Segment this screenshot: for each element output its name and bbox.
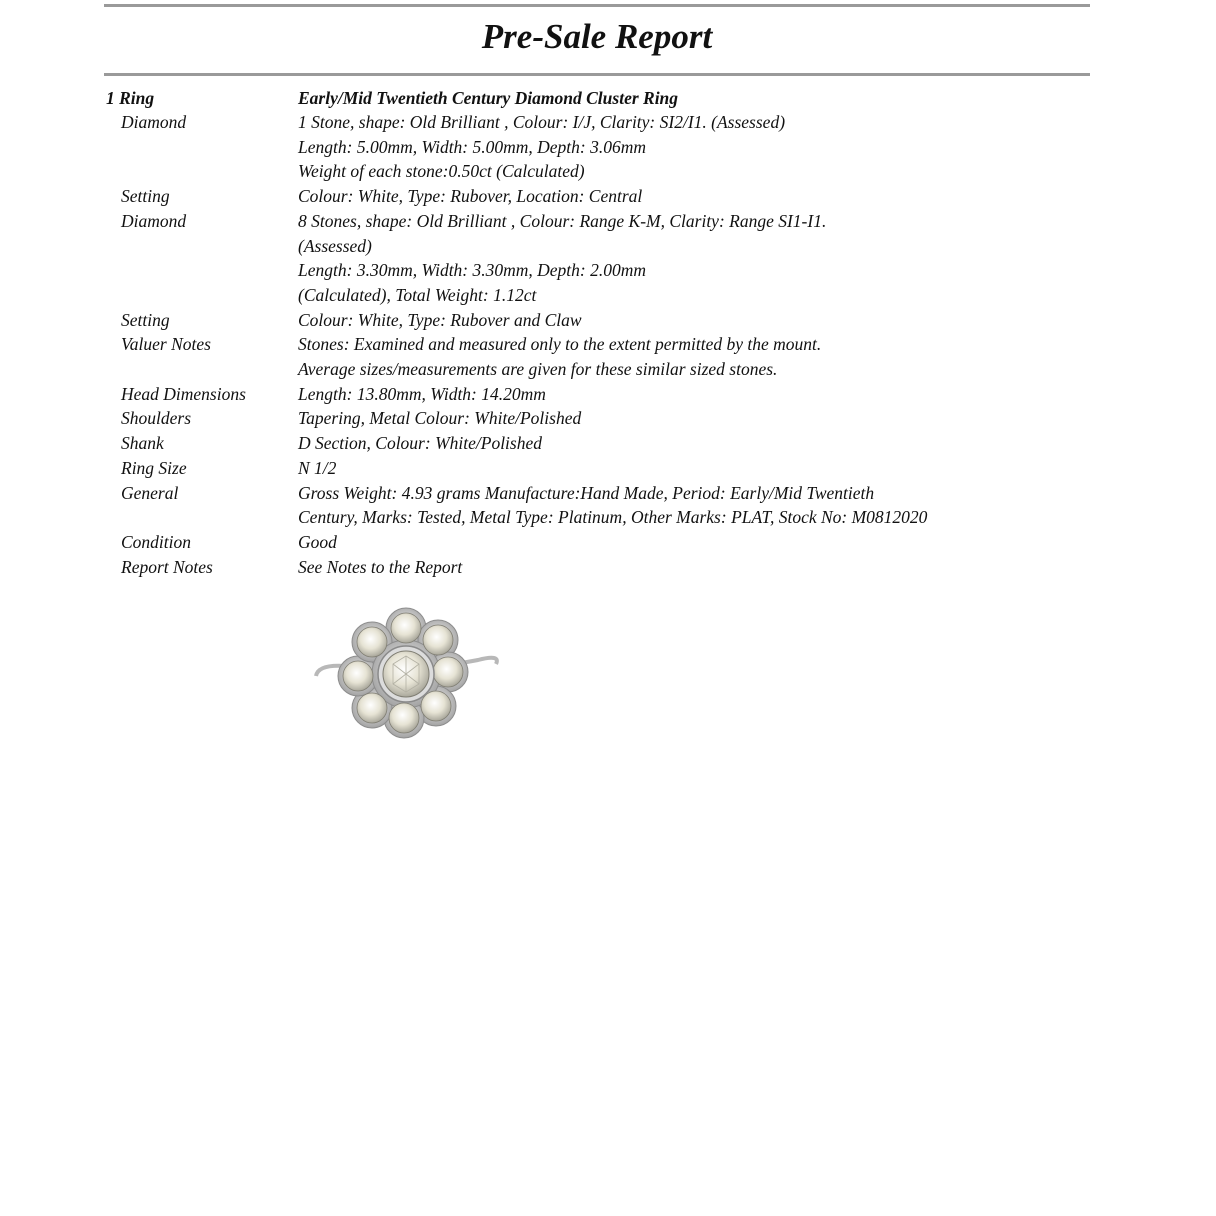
detail-value (298, 382, 1091, 407)
detail-value-line: Length: 3.30mm, Width: 3.30mm, Depth: 2.00mm (298, 260, 647, 281)
detail-value-line: See Notes to the Report (298, 556, 463, 577)
detail-row (121, 431, 1091, 456)
detail-row (121, 481, 1091, 530)
detail-value-line: D Section, Colour: White/Polished (298, 433, 542, 454)
detail-row (121, 332, 1091, 381)
detail-value (298, 308, 1091, 333)
detail-label: Setting (121, 186, 170, 207)
detail-label: Valuer Notes (121, 334, 211, 355)
detail-value-line: Colour: White, Type: Rubover, Location: Central (298, 186, 643, 207)
detail-value (298, 184, 1091, 209)
detail-value-line: (Assessed) (298, 235, 372, 256)
detail-value (298, 555, 1091, 580)
detail-row (121, 406, 1091, 431)
detail-row (121, 530, 1091, 555)
ring-photo (306, 606, 506, 742)
detail-value (298, 431, 1091, 456)
detail-label: Ring Size (121, 457, 187, 478)
detail-label: Report Notes (121, 556, 213, 577)
title-divider (104, 73, 1090, 76)
detail-row (121, 382, 1091, 407)
detail-value-line: Average sizes/measurements are given for these similar sized stones. (298, 359, 778, 380)
detail-value (298, 481, 1091, 530)
item-description: Early/Mid Twentieth Century Diamond Cluster Ring (298, 88, 679, 108)
detail-row (121, 555, 1091, 580)
detail-label: Condition (121, 531, 192, 552)
lot-label: 1 Ring (106, 88, 155, 108)
detail-label: Setting (121, 309, 170, 330)
detail-row (121, 184, 1091, 209)
detail-value (298, 332, 1091, 381)
detail-value-line: (Calculated), Total Weight: 1.12ct (298, 284, 537, 305)
detail-row (121, 308, 1091, 333)
detail-value-line: 8 Stones, shape: Old Brilliant , Colour: Range K-M, Clarity: Range SI1-I1. (298, 210, 827, 231)
detail-value-line: 1 Stone, shape: Old Brilliant , Colour: I/J, Clarity: SI2/I1. (Assessed) (298, 112, 786, 132)
detail-label: Diamond (121, 210, 187, 231)
detail-value-line: Good (298, 531, 337, 552)
detail-value (298, 456, 1091, 481)
detail-row (121, 110, 1091, 184)
detail-value-line: N 1/2 (298, 457, 337, 478)
detail-value-line: Stones: Examined and measured only to the extent permitted by the mount. (298, 334, 822, 355)
detail-label: Shank (121, 433, 164, 454)
detail-value-line: Colour: White, Type: Rubover and Claw (298, 309, 582, 330)
detail-value (298, 209, 1091, 308)
detail-row (121, 456, 1091, 481)
report-title: Pre-Sale Report (481, 17, 713, 56)
detail-value (298, 406, 1091, 431)
detail-label: Diamond (121, 112, 187, 132)
detail-value-line: Length: 5.00mm, Width: 5.00mm, Depth: 3.06mm (298, 136, 647, 157)
detail-label: General (121, 482, 179, 503)
detail-value-line: Gross Weight: 4.93 grams Manufacture:Hand Made, Period: Early/Mid Twentieth (298, 482, 875, 503)
detail-value (298, 530, 1091, 555)
detail-row (121, 209, 1091, 308)
top-divider (104, 4, 1090, 7)
item-header (106, 86, 679, 110)
detail-value-line: Length: 13.80mm, Width: 14.20mm (298, 383, 546, 404)
detail-value-line: Tapering, Metal Colour: White/Polished (298, 408, 582, 429)
detail-value (298, 110, 1091, 184)
detail-label: Head Dimensions (121, 383, 246, 404)
detail-value-line: Weight of each stone:0.50ct (Calculated) (298, 161, 585, 182)
detail-label: Shoulders (121, 408, 191, 429)
detail-value-line: Century, Marks: Tested, Metal Type: Platinum, Other Marks: PLAT, Stock No: M0812020 (298, 507, 928, 528)
report-details (121, 110, 1091, 579)
